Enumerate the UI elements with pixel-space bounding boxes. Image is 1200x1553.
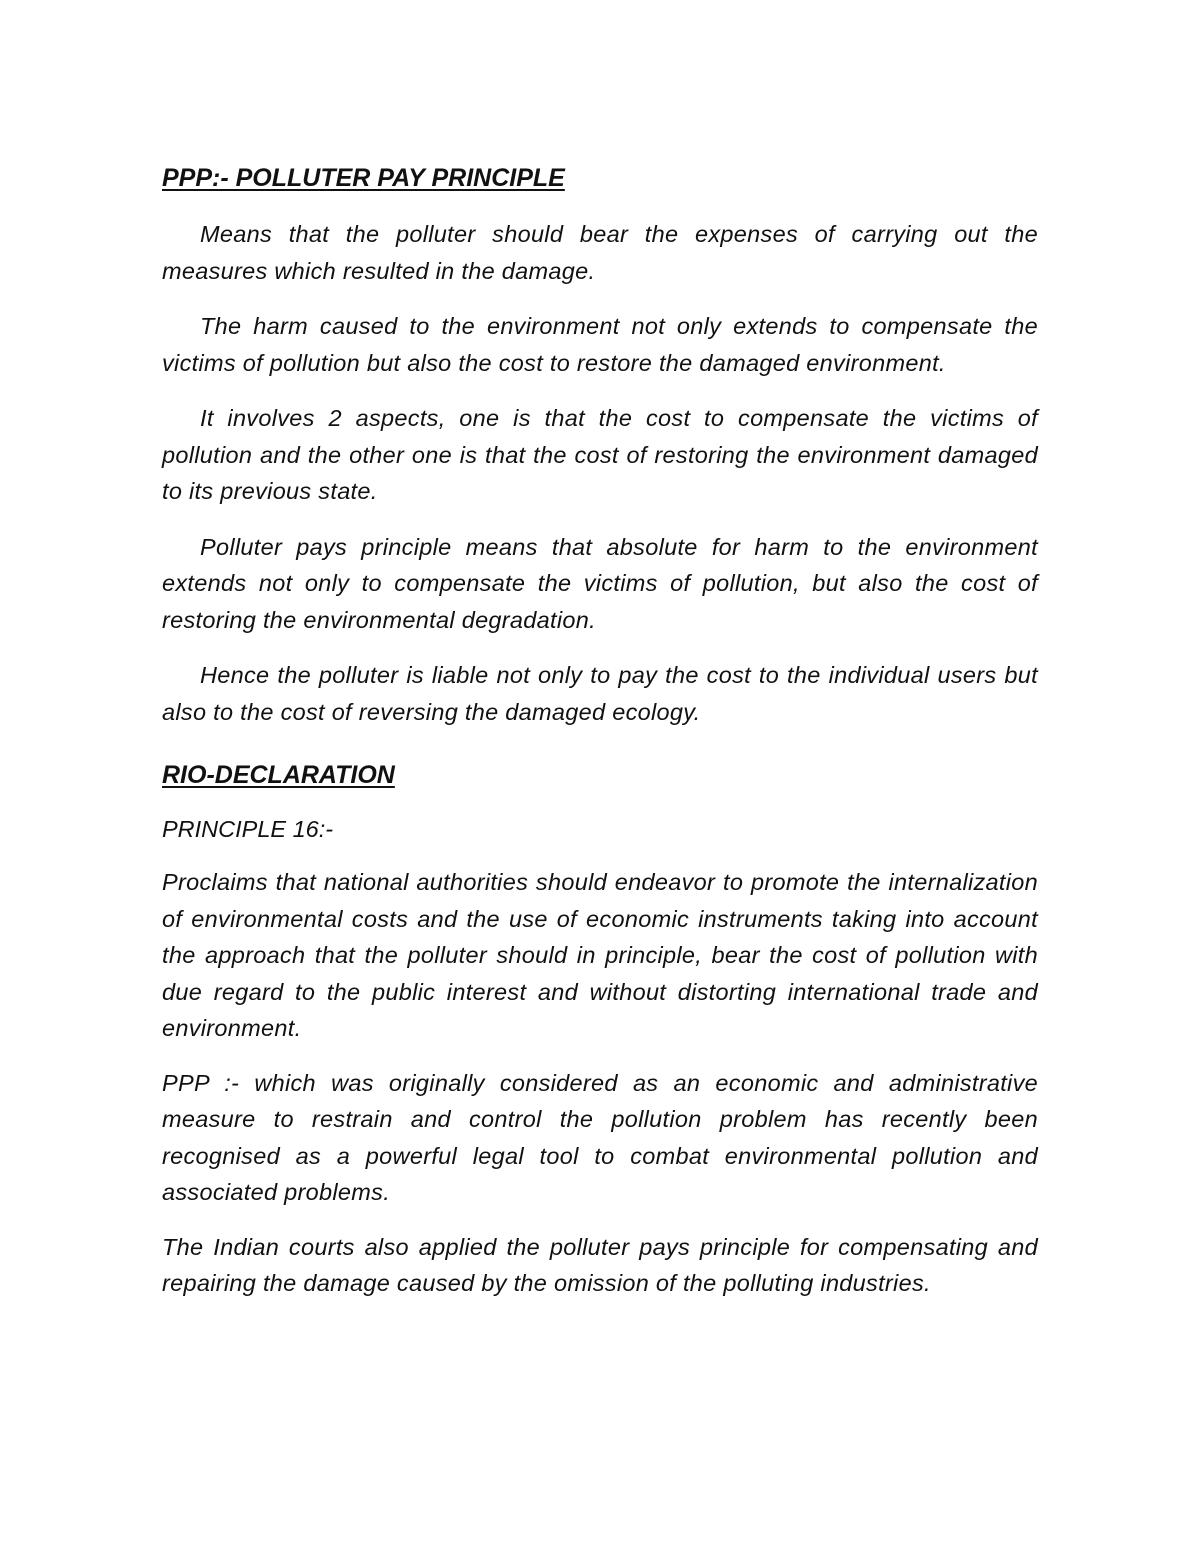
paragraph-aspects: It involves 2 aspects, one is that the cost to compensate the victims of pollution and the other one is that the cost of restoring the environment damaged to its previous state. [162, 405, 1038, 504]
principle-label: PRINCIPLE 16:- [162, 816, 334, 842]
paragraph-conclusion: Hence the polluter is liable not only to pay the cost to the individual users but also to the cost of reversing the damaged ecology. [162, 662, 1038, 725]
document-page [162, 160, 1038, 1302]
paragraph-harm: The harm caused to the environment not only extends to compensate the victims of pollution but also the cost to restore the damaged environment. [162, 313, 1038, 376]
paragraph-principle-16: Proclaims that national authorities should endeavor to promote the internalization of environmental costs and the use of economic instruments taking into account the approach that the polluter should in principle, bear the cost of pollution with due regard to the public interest and without distorting international trade and environment. [162, 869, 1038, 1041]
paragraph-indian-courts: The Indian courts also applied the polluter pays principle for compensating and repairing the damage caused by the omission of the polluting industries. [162, 1233, 1038, 1296]
paragraph-absolute-liability: Polluter pays principle means that absolute for harm to the environment extends not only to compensate the victims of pollution, but also the cost of restoring the environmental degradation. [162, 533, 1038, 633]
paragraph-ppp-legal-tool: PPP :- which was originally considered as an economic and administrative measure to restrain and control the pollution problem has recently been recognised as a powerful legal tool to combat environmental pollution and associated problems. [162, 1069, 1038, 1205]
paragraph-definition: Means that the polluter should bear the expenses of carrying out the measures which resulted in the damage. [162, 221, 1038, 284]
section-heading-rio: RIO-DECLARATION [162, 761, 395, 789]
section-heading-ppp: PPP:- POLLUTER PAY PRINCIPLE [162, 164, 565, 192]
